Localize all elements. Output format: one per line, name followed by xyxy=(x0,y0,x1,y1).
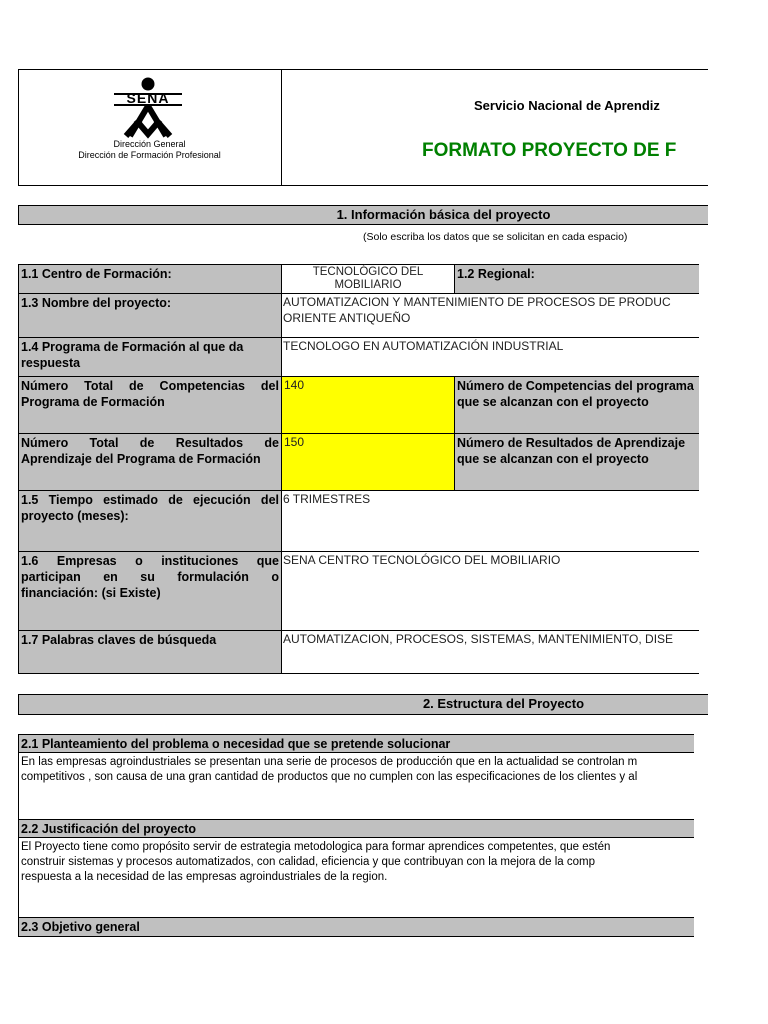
section2-title: 2. Estructura del Proyecto xyxy=(18,694,708,715)
nombre-label: 1.3 Nombre del proyecto: xyxy=(18,293,282,338)
resultados-alcanzan-label: Número de Resultados de Aprendizaje que se alcanzan con el proyecto xyxy=(454,433,699,491)
planteamiento-text[interactable] xyxy=(18,752,694,820)
programa-value[interactable]: TECNOLOGO EN AUTOMATIZACIÓN INDUSTRIAL xyxy=(281,337,699,377)
section1-note: (Solo escriba los datos que se solicitan en cada espacio) xyxy=(363,231,628,243)
centro-label: 1.1 Centro de Formación: xyxy=(18,264,282,294)
empresas-label: 1.6 Empresas o instituciones que participan en su formulación o financiación: (si Existe) xyxy=(18,551,282,631)
justificacion-text[interactable] xyxy=(18,837,694,918)
planteamiento-label: 2.1 Planteamiento del problema o necesidad que se pretende solucionar xyxy=(18,734,694,753)
section1-title: 1. Información básica del proyecto xyxy=(18,205,708,225)
form-title: FORMATO PROYECTO DE F xyxy=(422,140,677,161)
objetivo-label: 2.3 Objetivo general xyxy=(18,917,694,937)
justificacion-line3: respuesta a la necesidad de las empresas agroindustriales de la region. xyxy=(21,871,388,883)
competencias-label: Número Total de Competencias del Programa de Formación xyxy=(18,376,282,434)
centro-value[interactable]: TECNOLÓGICO DEL MOBILIARIO xyxy=(281,264,455,294)
planteamiento-line1: En las empresas agroindustriales se presentan una serie de procesos de producción que en la actualidad se controlan m xyxy=(21,756,638,768)
tiempo-label: 1.5 Tiempo estimado de ejecución del proyecto (meses): xyxy=(18,490,282,552)
nombre-value-cell[interactable] xyxy=(281,293,699,338)
logo-caption-2: Dirección de Formación Profesional xyxy=(78,150,221,160)
justificacion-line1: El Proyecto tiene como propósito servir de estrategia metodologica para formar aprendices competentes, que estén xyxy=(21,841,611,853)
sena-logo-icon xyxy=(100,76,196,140)
justificacion-line2: construir sistemas y procesos automatizados, con calidad, eficiencia y que contribuyan con la mejora de la comp xyxy=(21,856,596,868)
nombre-value-line2: ORIENTE ANTIQUEÑO xyxy=(283,311,411,325)
resultados-value[interactable]: 150 xyxy=(281,433,455,491)
tiempo-value[interactable]: 6 TRIMESTRES xyxy=(281,490,699,552)
logo-caption-1: Dirección General xyxy=(113,139,186,149)
sena-logo-text: SENA xyxy=(126,90,170,106)
competencias-value[interactable]: 140 xyxy=(281,376,455,434)
justificacion-label: 2.2 Justificación del proyecto xyxy=(18,819,694,838)
planteamiento-line2: competitivos , son causa de una gran cantidad de productos que no cumplen con las especificaciones de los clientes y al xyxy=(21,771,638,783)
resultados-label: Número Total de Resultados de Aprendizaje del Programa de Formación xyxy=(18,433,282,491)
palabras-value[interactable]: AUTOMATIZACION, PROCESOS, SISTEMAS, MANTENIMIENTO, DISE xyxy=(281,630,699,674)
competencias-alcanzan-label: Número de Competencias del programa que se alcanzan con el proyecto xyxy=(454,376,699,434)
empresas-value[interactable]: SENA CENTRO TECNOLÓGICO DEL MOBILIARIO xyxy=(281,551,699,631)
basic-info-table xyxy=(18,264,694,674)
nombre-value-line1: AUTOMATIZACION Y MANTENIMIENTO DE PROCESOS DE PRODUC xyxy=(283,295,671,309)
institution-name: Servicio Nacional de Aprendiz xyxy=(474,98,660,113)
regional-label: 1.2 Regional: xyxy=(454,264,699,294)
programa-label: 1.4 Programa de Formación al que da respuesta xyxy=(18,337,282,377)
sena-logo xyxy=(100,76,196,140)
header-divider xyxy=(281,69,282,186)
palabras-label: 1.7 Palabras claves de búsqueda xyxy=(18,630,282,674)
